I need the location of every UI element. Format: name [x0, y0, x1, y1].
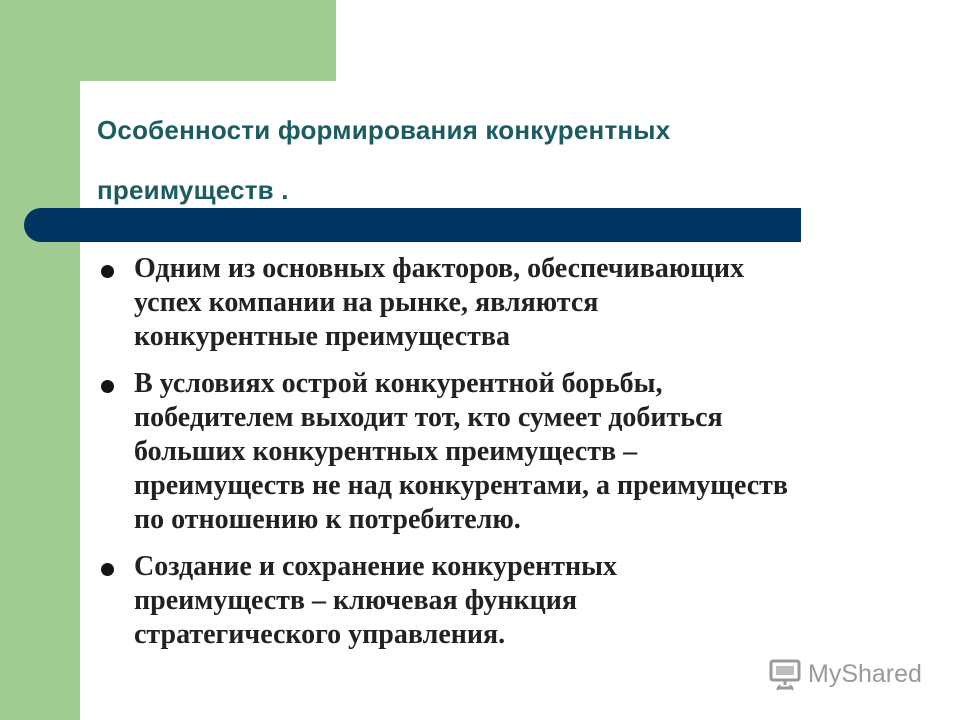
- title-divider-bar: [24, 208, 801, 242]
- myshared-watermark: [768, 656, 922, 692]
- bullet-dot-icon: [101, 563, 114, 576]
- watermark-text: MyShared: [808, 659, 922, 688]
- bullet-line: преимуществ – ключевая функция: [134, 585, 578, 616]
- slide-title-line: Особенности формирования конкурентных: [97, 115, 671, 145]
- slide-title: [97, 100, 857, 220]
- bullet-item: [98, 367, 928, 537]
- presentation-board-icon: [768, 657, 802, 691]
- bullet-line: стратегического управления.: [134, 619, 506, 650]
- top-green-block: [0, 0, 336, 81]
- bullet-dot-icon: [101, 265, 114, 278]
- bullet-item: [98, 550, 928, 652]
- bullet-item: [98, 252, 928, 354]
- bullet-line: Создание и сохранение конкурентных: [134, 551, 618, 582]
- bullet-list: [98, 252, 928, 665]
- bullet-line: победителем выходит тот, кто сумеет добиться: [134, 402, 723, 433]
- bullet-line: преимуществ не над конкурентами, а преимуществ: [134, 470, 789, 501]
- bullet-dot-icon: [101, 380, 114, 393]
- bullet-line: успех компании на рынке, являются: [134, 287, 599, 318]
- slide-title-line: преимуществ .: [97, 175, 289, 205]
- bullet-line: по отношению к потребителю.: [134, 504, 521, 535]
- left-green-strip: [0, 0, 80, 720]
- bullet-line: больших конкурентных преимуществ –: [134, 436, 638, 467]
- bullet-line: конкурентные преимущества: [134, 321, 510, 352]
- bullet-line: В условиях острой конкурентной борьбы,: [134, 368, 663, 399]
- bullet-line: Одним из основных факторов, обеспечивающих: [134, 253, 745, 284]
